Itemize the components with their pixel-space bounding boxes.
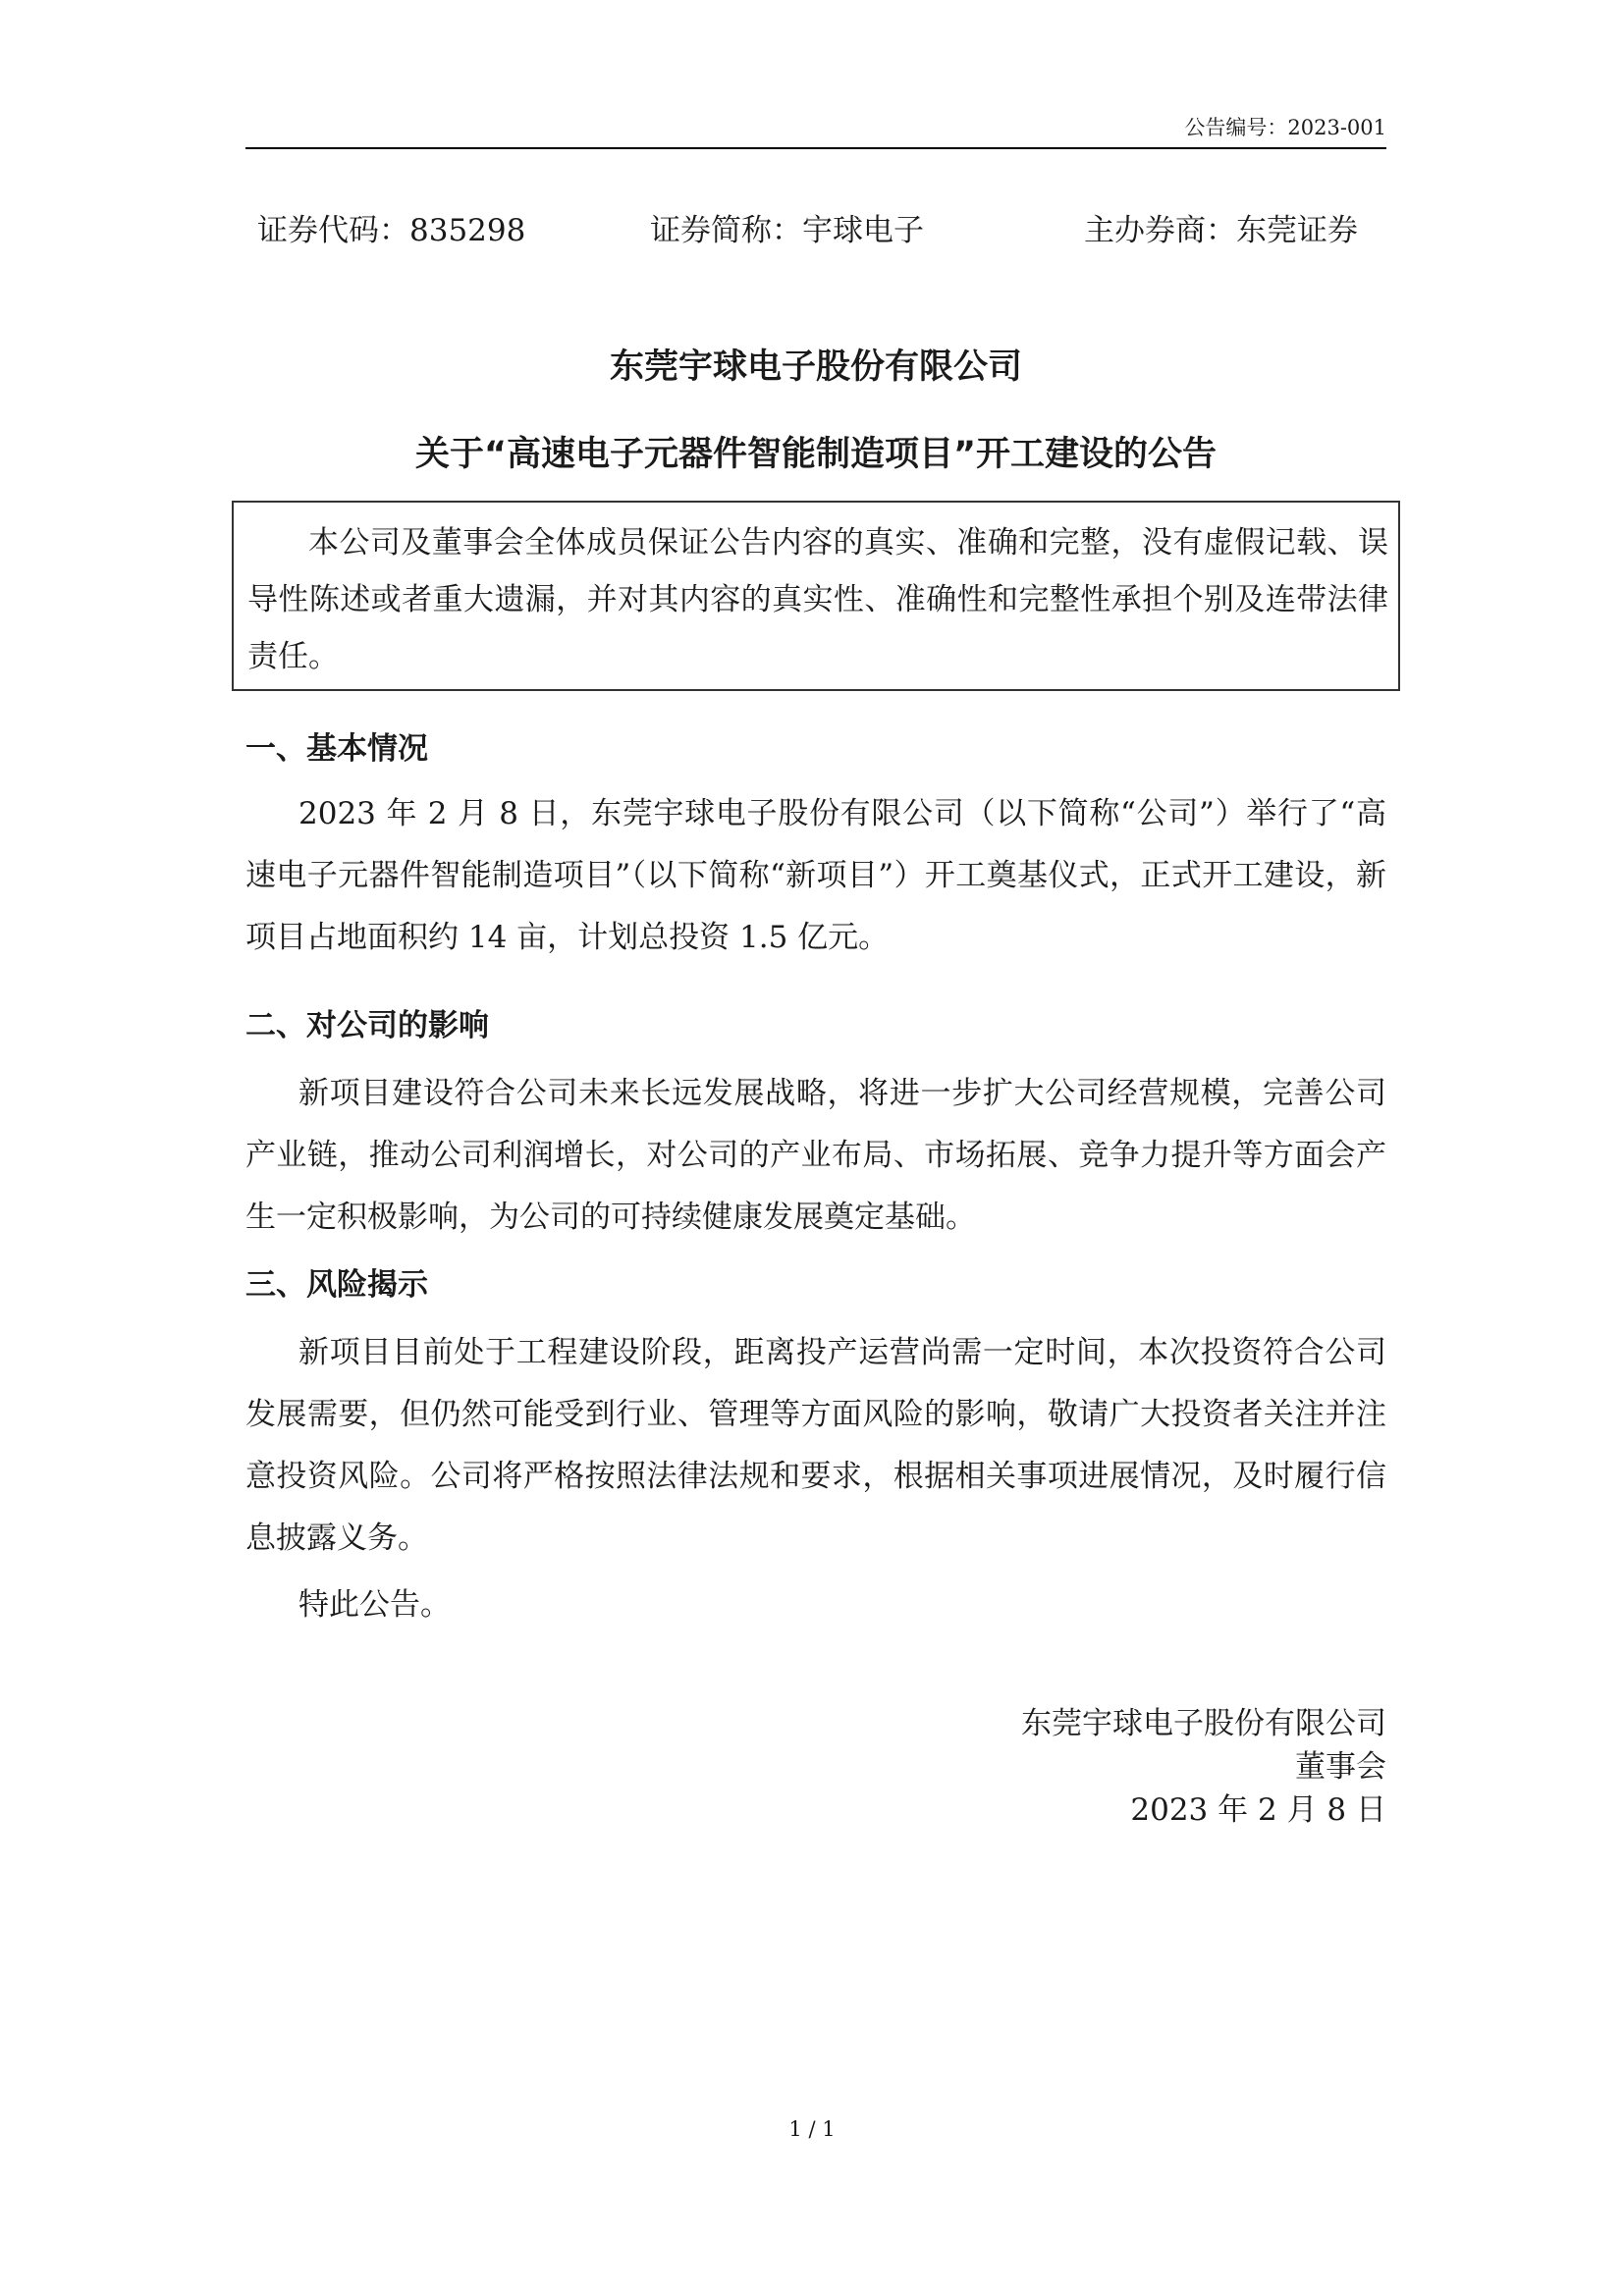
section-body-basic-info: 2023 年 2 月 8 日，东莞宇球电子股份有限公司（以下简称“公司”）举行了“高速电子元器件智能制造项目”（以下简称“新项目”）开工奠基仪式，正式开工建设，新项目占地面积约 14 亩，计划总投资 1.5 亿元。 — [245, 796, 1386, 955]
securities-short-name: 证券简称：宇球电子 — [650, 213, 924, 248]
disclaimer-box — [232, 501, 1400, 691]
section-body-risk: 新项目目前处于工程建设阶段，距离投产运营尚需一定时间，本次投资符合公司发展需要，但仍然可能受到行业、管理等方面风险的影响，敬请广大投资者关注并注意投资风险。公司将严格按照法律法规和要求，根据相关事项进展情况，及时履行信息披露义务。 — [245, 1335, 1386, 1556]
disclaimer-text: 本公司及董事会全体成员保证公告内容的真实、准确和完整，没有虚假记载、误导性陈述或者重大遗漏，并对其内容的真实性、准确性和完整性承担个别及连带法律责任。 — [247, 525, 1388, 674]
company-title: 东莞宇球电子股份有限公司 — [609, 347, 1022, 387]
section-heading-basic-info: 一、基本情况 — [245, 731, 428, 767]
signature-date: 2023 年 2 月 8 日 — [1130, 1792, 1386, 1828]
section-heading-risk: 三、风险揭示 — [245, 1267, 428, 1303]
page-number: 1 / 1 — [788, 2117, 836, 2141]
signature-company: 东莞宇球电子股份有限公司 — [1021, 1706, 1386, 1741]
header-divider — [245, 147, 1386, 149]
section-heading-impact: 二、对公司的影响 — [245, 1008, 489, 1043]
announcement-number: 公告编号：2023-001 — [1184, 116, 1386, 139]
sponsor-broker: 主办券商：东莞证券 — [1084, 213, 1358, 248]
signature-board: 董事会 — [1295, 1749, 1386, 1785]
securities-code: 证券代码：835298 — [257, 213, 526, 248]
section-body-impact: 新项目建设符合公司未来长远发展战略，将进一步扩大公司经营规模，完善公司产业链，推动公司利润增长，对公司的产业布局、市场拓展、竞争力提升等方面会产生一定积极影响，为公司的可持续健康发展奠定基础。 — [245, 1076, 1386, 1235]
securities-info-row — [0, 209, 1624, 252]
announcement-title: 关于“高速电子元器件智能制造项目”开工建设的公告 — [414, 435, 1217, 474]
closing-statement: 特此公告。 — [298, 1587, 451, 1623]
